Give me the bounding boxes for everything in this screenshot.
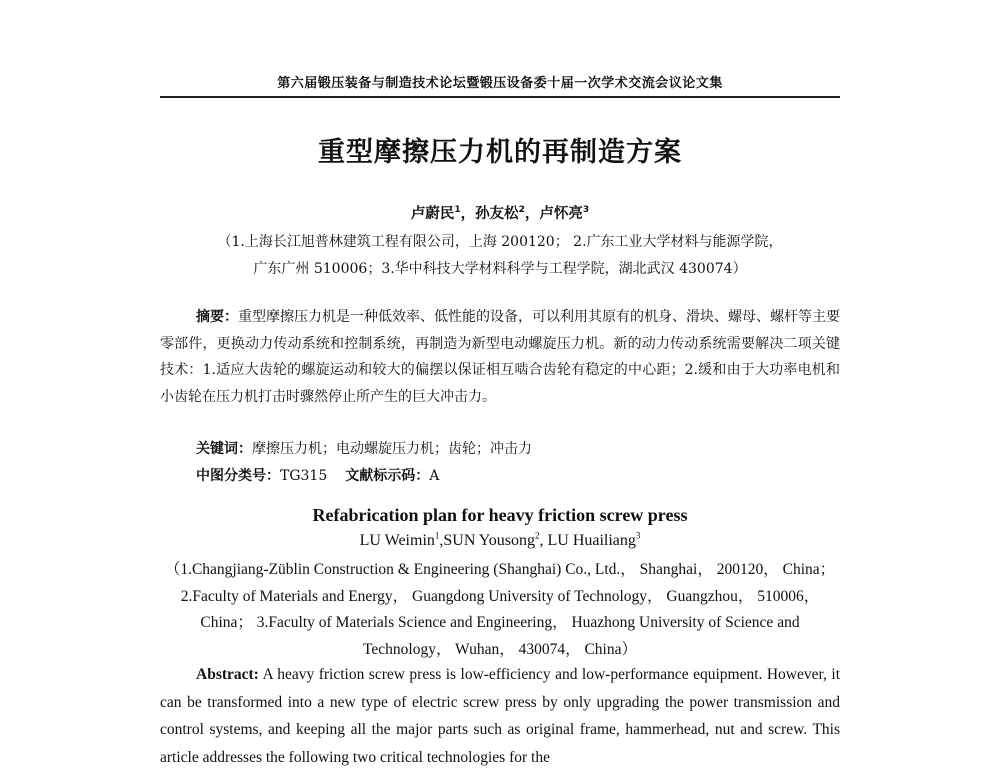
author-name: SUN Yousong (443, 532, 535, 549)
author-name: LU Huailiang (547, 532, 636, 549)
author-superscript: 3 (635, 530, 641, 541)
author-name: 孙友松 (475, 206, 519, 222)
abstract-text: 重型摩擦压力机是一种低效率、低性能的设备，可以利用其原有的机身、滑块、螺母、螺杆等主要零部件，更换动力传动系统和控制系统，再制造为新型电动螺旋压力机。新的动力传动系统需要解决二项关键技术：1.适应大齿轮的螺旋运动和较大的偏摆以保证相互啮合齿轮有稳定的中心距；2.缓和由于大功率电机和小齿轮在压力机打击时骤然停止所产生的巨大冲击力。 (160, 309, 840, 405)
author-separator: ， (460, 206, 476, 222)
doc-code-label: 文献标示码： (345, 468, 430, 484)
running-header: 第六届锻压装备与制造技术论坛暨锻压设备委十届一次学术交流会议论文集 (277, 76, 723, 91)
chinese-title: 重型摩擦压力机的再制造方案 (318, 137, 682, 168)
chinese-authors (0, 202, 1000, 223)
keywords-text: 摩擦压力机；电动螺旋压力机；齿轮；冲击力 (252, 441, 532, 457)
header-divider (160, 96, 840, 98)
author-superscript: 3 (582, 205, 590, 216)
english-affiliations: （1.Changjiang-Züblin Construction & Engineering (Shanghai) Co., Ltd.， Shanghai， 200120， China； 2.Faculty of Materials and Energy， Guangdong University of Technology， Guangzhou， 510006， China； 3.Faculty of Materials Science and Engineering， Huazhong University of Science and Technology， Wuhan， 430074， China） (164, 561, 836, 658)
author-superscript: 2 (534, 530, 540, 541)
author-name: 卢怀亮 (539, 206, 583, 222)
author-separator: ， (524, 206, 540, 222)
clc-label: 中图分类号： (196, 468, 280, 484)
abstract-label: 摘要： (196, 309, 238, 325)
english-title: Refabrication plan for heavy friction screw press (312, 505, 688, 525)
author-name: LU Weimin (359, 532, 435, 549)
chinese-affiliations (160, 229, 840, 283)
chinese-abstract (160, 304, 840, 410)
keywords-label: 关键词： (196, 441, 252, 457)
abstract-label: Abstract: (196, 666, 259, 683)
english-abstract (160, 661, 840, 771)
abstract-text: A heavy friction screw press is low-efficiency and low-performance equipment. However, it can be transformed into a new type of electric screw press by only upgrading the power transmission and control systems, and keeping all the major parts such as original frame, hammerhead, nut and screw. This article addresses the following two critical technologies for the (160, 666, 840, 766)
author-superscript: 1 (454, 205, 461, 216)
author-superscript: 2 (518, 205, 525, 216)
author-name: 卢蔚民 (410, 206, 455, 222)
doc-code-value: A (429, 468, 440, 484)
affiliation-line: 广东广州 510006；3.华中科技大学材料科学与工程学院，湖北武汉 430074） (253, 261, 747, 277)
clc-value: TG315 (280, 468, 328, 484)
classification-line (196, 465, 836, 485)
chinese-keywords (196, 438, 836, 458)
author-superscript: 1 (434, 530, 440, 541)
english-authors: LU Weimin$^1$,SUN Yousong$^2$, LU Huailiang$^3$ (359, 530, 641, 549)
affiliation-line: （1.上海长江旭普林建筑工程有限公司，上海 200120； 2.广东工业大学材料与能源学院， (217, 234, 783, 250)
